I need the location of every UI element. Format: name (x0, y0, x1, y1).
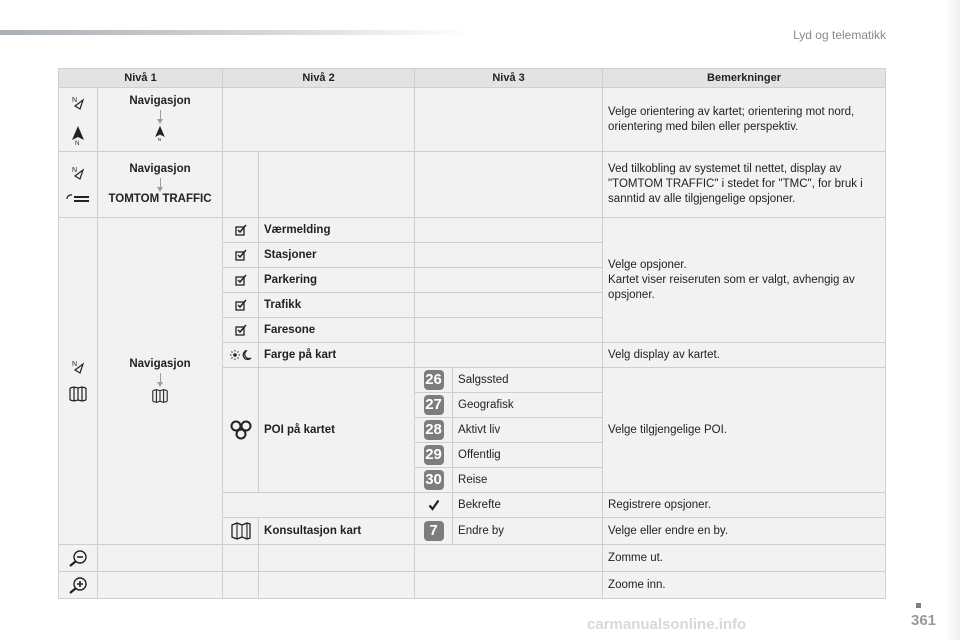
poi-label: Aktivt liv (453, 418, 603, 443)
empty-cell (259, 152, 415, 218)
poi-number-cell (415, 418, 453, 443)
col-header-remarks: Bemerkninger (603, 69, 886, 88)
table-row (59, 572, 886, 599)
svg-text:N: N (75, 140, 80, 146)
flow-arrow (160, 110, 161, 120)
poi-label: Geografisk (453, 393, 603, 418)
page-edge-strip (946, 0, 960, 640)
empty-cell (98, 545, 223, 572)
empty-cell (415, 152, 603, 218)
poi-number-badge: 27 (425, 396, 442, 413)
empty-cell (223, 88, 415, 152)
nav-arrow-icon (68, 94, 88, 114)
remark-cell: Velg display av kartet. (603, 343, 886, 368)
empty-cell (259, 545, 415, 572)
level2-label-tomtom: TOMTOM TRAFFIC (108, 193, 212, 205)
option-danger-zone: Faresone (259, 318, 415, 343)
page-marker (916, 603, 921, 608)
day-night-icon-cell (223, 343, 259, 368)
empty-cell (223, 545, 259, 572)
checkmark-icon-cell (415, 493, 453, 518)
option-traffic: Trafikk (259, 293, 415, 318)
level2-cell (98, 88, 223, 152)
city-number-cell (415, 518, 453, 545)
level1-icons (59, 88, 98, 152)
remark-cell: Velge tilgjengelige POI. (603, 368, 886, 493)
svg-text:N: N (72, 166, 78, 174)
poi-number-cell (415, 443, 453, 468)
nav-arrow-icon (68, 164, 88, 184)
table-row (59, 545, 886, 572)
poi-number-cell (415, 468, 453, 493)
table-row (59, 152, 886, 218)
poi-number-badge: 30 (425, 471, 442, 488)
level2-label: Navigasjon (129, 358, 191, 370)
svg-text:N: N (72, 96, 78, 104)
map-view-icon-cell (223, 518, 259, 545)
flow-arrow (160, 373, 161, 383)
option-change-city: Endre by (453, 518, 603, 545)
empty-cell (415, 343, 603, 368)
empty-cell (223, 152, 259, 218)
checkbox-icon-cell (223, 218, 259, 243)
remark-cell: Velge eller endre en by. (603, 518, 886, 545)
remark-cell: Zomme ut. (603, 545, 886, 572)
empty-cell (415, 572, 603, 599)
nav-arrow-icon (68, 358, 88, 378)
poi-number-cell (415, 393, 453, 418)
zoom-out-icon (67, 549, 89, 567)
remark-cell: Velge opsjoner. Kartet viser reiseruten som er valgt, avhengig av opsjoner. (603, 218, 886, 343)
col-header-level2: Nivå 2 (223, 69, 415, 88)
checkbox-icon-cell (223, 293, 259, 318)
option-parking: Parkering (259, 268, 415, 293)
tomtom-traffic-icon (65, 192, 91, 206)
checkbox-icon (235, 274, 247, 286)
flow-arrow (160, 178, 161, 188)
empty-cell (415, 268, 603, 293)
level1-icons (59, 218, 98, 545)
empty-cell (415, 318, 603, 343)
level2-cell (98, 218, 223, 545)
checkbox-icon-cell (223, 243, 259, 268)
table-row (59, 218, 886, 243)
zoom-in-icon-cell (59, 572, 98, 599)
svg-text:N: N (157, 138, 162, 142)
option-consult-map: Konsultasjon kart (259, 518, 415, 545)
option-stations: Stasjoner (259, 243, 415, 268)
checkbox-icon (235, 249, 247, 261)
svg-text:N: N (72, 361, 78, 368)
checkbox-icon (235, 224, 247, 236)
poi-number-badge: 26 (425, 371, 442, 388)
zoom-in-icon (67, 576, 89, 594)
poi-label: Salgssted (453, 368, 603, 393)
zoom-out-icon-cell (59, 545, 98, 572)
checkbox-icon (235, 324, 247, 336)
map-settings-icon (150, 387, 170, 405)
col-header-level3: Nivå 3 (415, 69, 603, 88)
empty-cell (415, 88, 603, 152)
empty-cell (223, 493, 415, 518)
poi-number-badge: 28 (425, 421, 442, 438)
table-header-row (59, 69, 886, 88)
table-row (59, 88, 886, 152)
north-arrow-icon (152, 124, 168, 142)
level2-label: Navigasjon (129, 95, 191, 107)
checkmark-icon (428, 499, 440, 511)
checkbox-icon-cell (223, 318, 259, 343)
empty-cell (259, 572, 415, 599)
remark-cell: Registrere opsjoner. (603, 493, 886, 518)
empty-cell (98, 572, 223, 599)
empty-cell (415, 218, 603, 243)
empty-cell (415, 293, 603, 318)
header-decor-bar (0, 30, 470, 35)
poi-number-cell (415, 368, 453, 393)
map-settings-icon (67, 384, 89, 404)
city-number-badge: 7 (424, 521, 444, 541)
remark-cell: Ved tilkobling av systemet til nettet, display av "TOMTOM TRAFFIC" i stedet for "TMC", for bruk i sanntid av alle tilgjengelige opsjoner. (603, 152, 886, 218)
page-number: 361 (911, 612, 937, 629)
north-arrow-icon (68, 124, 88, 146)
empty-cell (415, 545, 603, 572)
remark-cell: Velge orientering av kartet; orientering mot nord, orientering med bilen eller perspektiv. (603, 88, 886, 152)
option-confirm: Bekrefte (453, 493, 603, 518)
checkbox-icon (235, 299, 247, 311)
level1-icons (59, 152, 98, 218)
option-weather: Værmelding (259, 218, 415, 243)
day-night-icon (229, 349, 253, 361)
watermark-text: carmanualsonline.info (587, 616, 747, 633)
empty-cell (415, 243, 603, 268)
poi-icon-cell (223, 368, 259, 493)
col-header-level1: Nivå 1 (59, 69, 223, 88)
checkbox-icon-cell (223, 268, 259, 293)
level2-label: Navigasjon (129, 163, 191, 175)
option-map-color: Farge på kart (259, 343, 415, 368)
remark-cell: Zoome inn. (603, 572, 886, 599)
option-poi-on-map: POI på kartet (259, 368, 415, 493)
menu-table (58, 68, 886, 599)
poi-label: Reise (453, 468, 603, 493)
map-view-icon (230, 522, 252, 540)
poi-icon (229, 419, 253, 441)
empty-cell (223, 572, 259, 599)
level2-cell (98, 152, 223, 218)
section-title: Lyd og telematikk (793, 28, 886, 42)
poi-label: Offentlig (453, 443, 603, 468)
poi-number-badge: 29 (425, 446, 442, 463)
